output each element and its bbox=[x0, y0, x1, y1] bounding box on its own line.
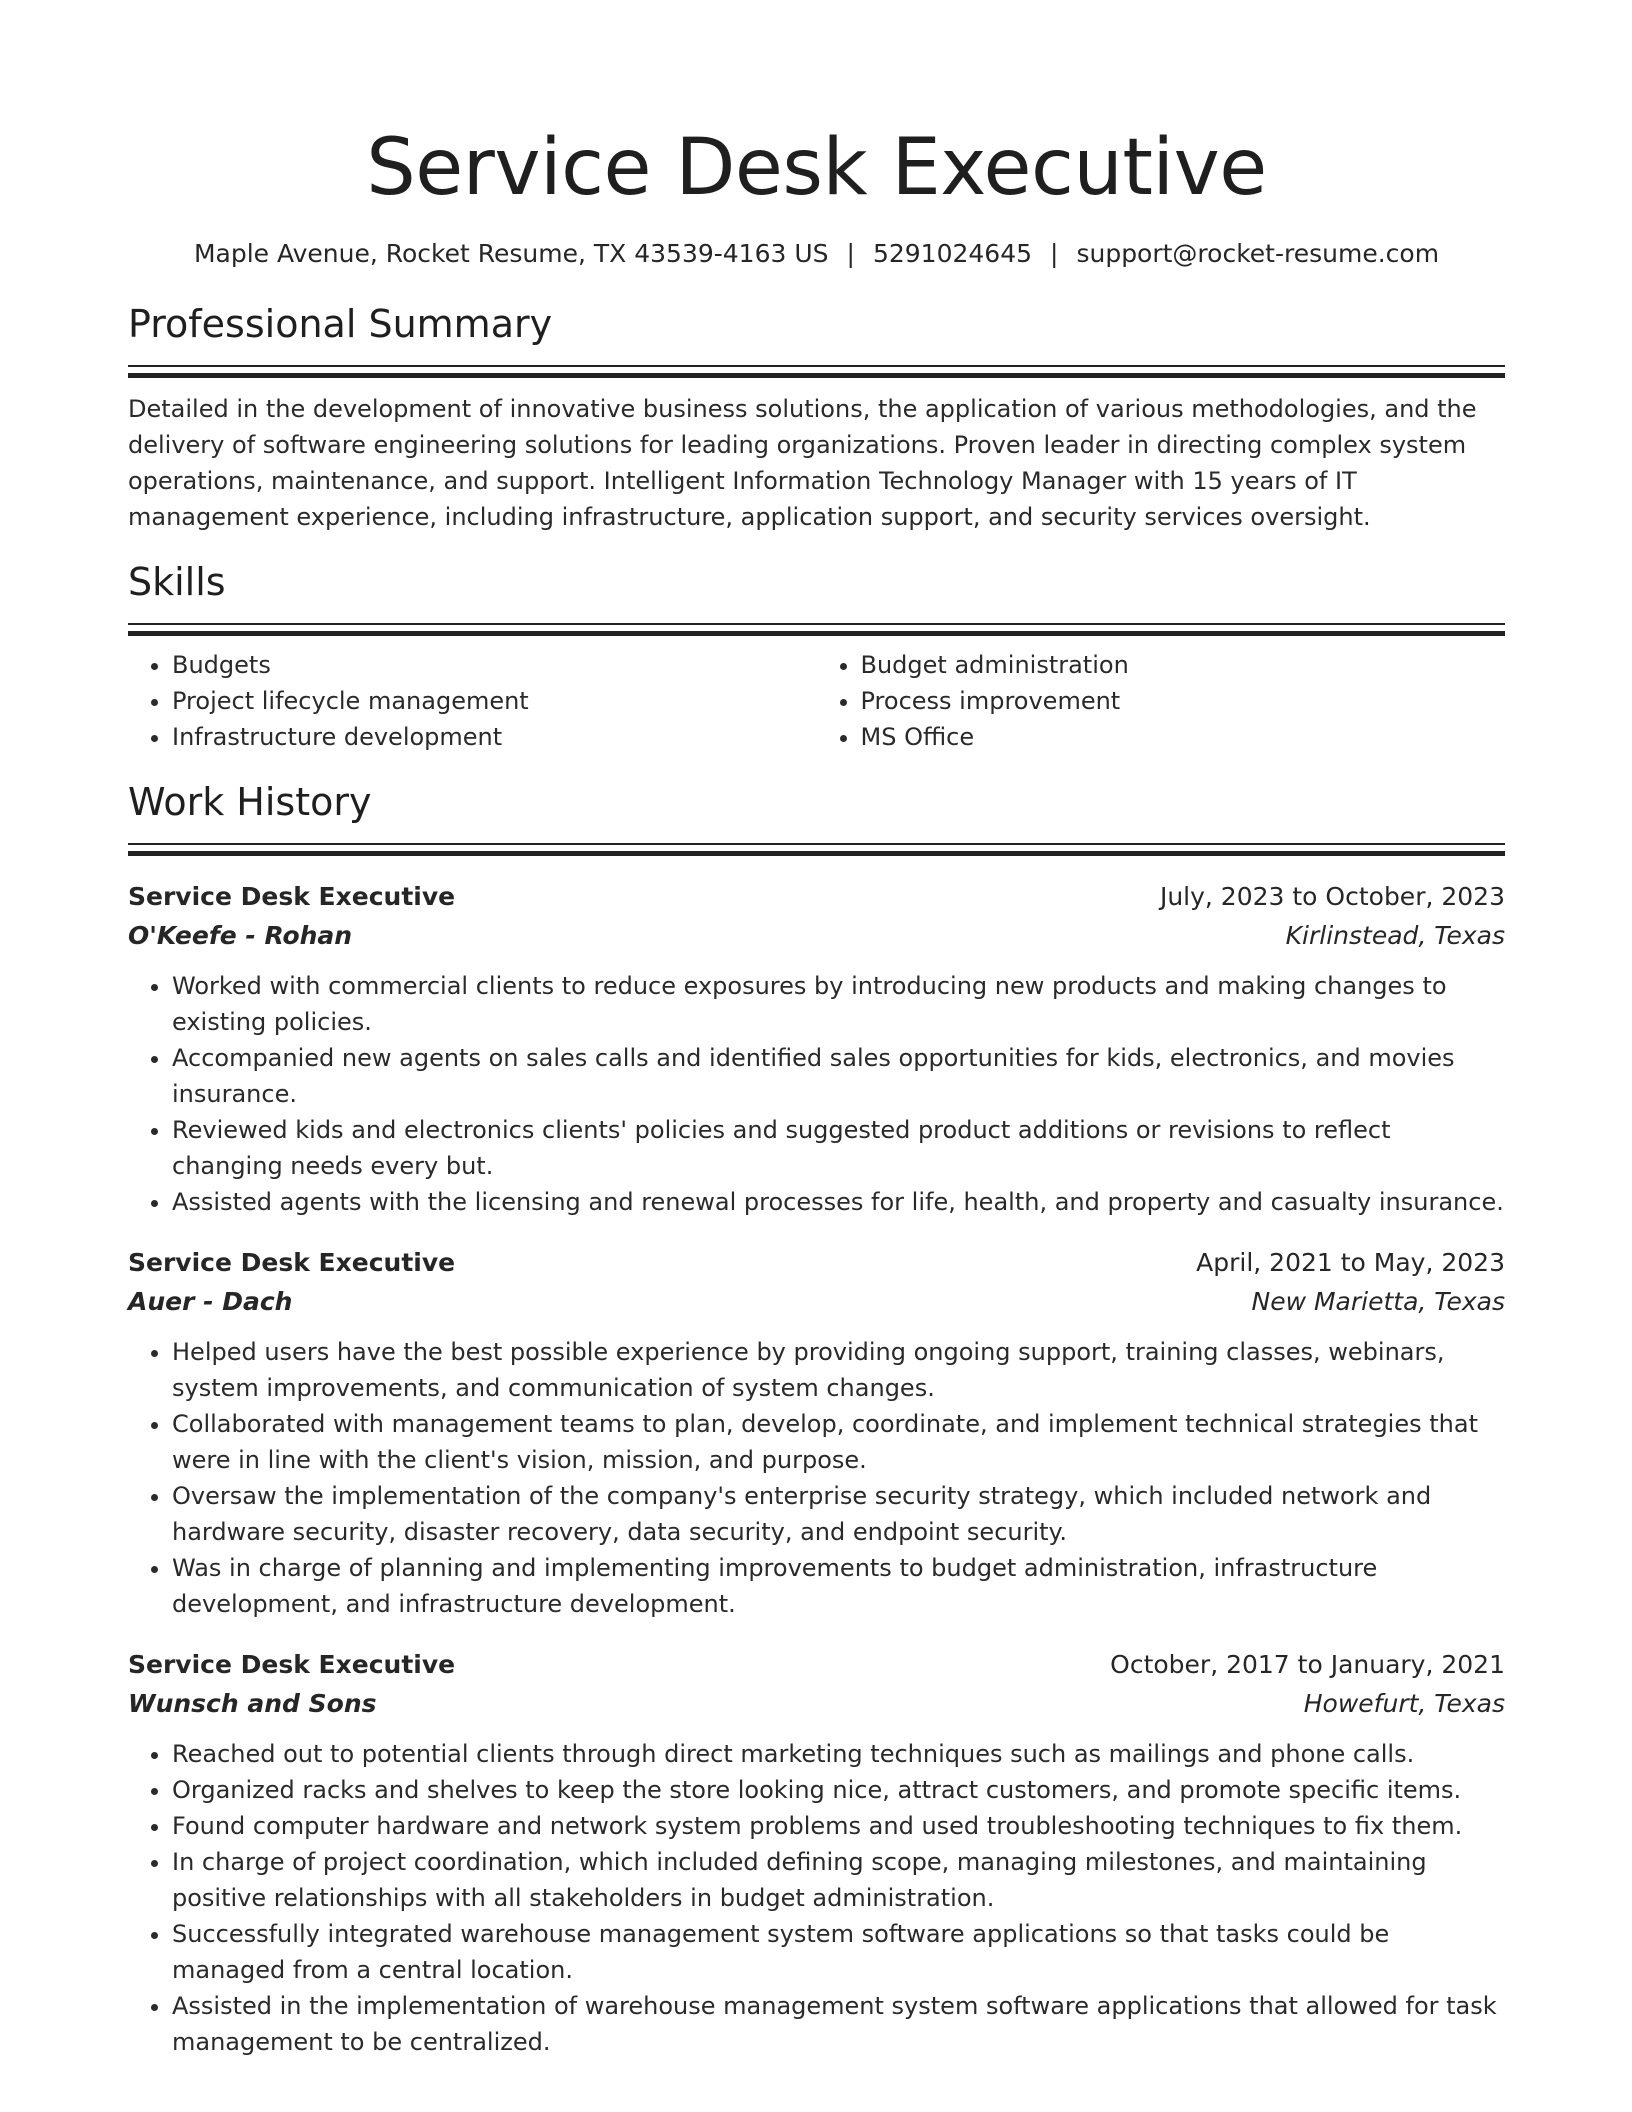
section-title-skills: Skills bbox=[128, 560, 226, 604]
summary-section bbox=[128, 300, 1505, 535]
skill-item: • Budgets bbox=[172, 647, 817, 683]
resume-name: Service Desk Executive bbox=[366, 123, 1267, 213]
job-bullet: • Assisted agents with the licensing and renewal processes for life, health, and property and casualty insurance. bbox=[172, 1184, 1505, 1220]
skill-item: • MS Office bbox=[861, 719, 1506, 755]
job-company: Wunsch and Sons bbox=[128, 1689, 377, 1718]
job-title: Service Desk Executive bbox=[128, 882, 456, 911]
contact-separator: | bbox=[846, 239, 855, 268]
skill-item: • Project lifecycle management bbox=[172, 683, 817, 719]
contact-address: Maple Avenue, Rocket Resume, TX 43539-4163 US bbox=[193, 239, 829, 268]
summary-text: Detailed in the development of innovative business solutions, the application of various methodologies, and the delivery of software engineering solutions for leading organizations. Proven leader in directing complex system operations, maintenance, and support. Intelligent Information Technology Manager with 15 years of IT management experience, including infrastructure, application support, and security services oversight. bbox=[128, 395, 1477, 531]
job-header bbox=[128, 878, 1505, 916]
job-bullet: • Reached out to potential clients through direct marketing techniques such as mailings and phone calls. bbox=[172, 1736, 1505, 1772]
section-title-work-history: Work History bbox=[128, 780, 372, 824]
job-location: New Marietta, Texas bbox=[1251, 1287, 1505, 1316]
job-bullets bbox=[128, 1736, 1505, 2060]
job-dates: April, 2021 to May, 2023 bbox=[1196, 1248, 1505, 1277]
job-subheader bbox=[128, 916, 1505, 956]
job-location: Kirlinstead, Texas bbox=[1285, 921, 1505, 950]
skill-item: • Budget administration bbox=[861, 647, 1506, 683]
job-bullet: • Reviewed kids and electronics clients' policies and suggested product additions or revisions to reflect changing needs every but. bbox=[172, 1112, 1505, 1184]
job-bullet: • Successfully integrated warehouse management system software applications so that tasks could be managed from a central location. bbox=[172, 1916, 1505, 1988]
contact-line bbox=[128, 234, 1505, 274]
work-history-section bbox=[128, 778, 1505, 2060]
contact-separator: | bbox=[1050, 239, 1059, 268]
job-entry bbox=[128, 1244, 1505, 1622]
skills-column-right bbox=[817, 647, 1506, 755]
skill-item: • Infrastructure development bbox=[172, 719, 817, 755]
job-subheader bbox=[128, 1684, 1505, 1724]
job-bullet: • Organized racks and shelves to keep the store looking nice, attract customers, and promote specific items. bbox=[172, 1772, 1505, 1808]
skills-column-left bbox=[128, 647, 817, 755]
contact-phone: 5291024645 bbox=[872, 239, 1033, 268]
skills-section bbox=[128, 558, 1505, 755]
job-title: Service Desk Executive bbox=[128, 1248, 456, 1277]
job-bullets bbox=[128, 1334, 1505, 1622]
skill-item: • Process improvement bbox=[861, 683, 1506, 719]
section-title-summary: Professional Summary bbox=[128, 302, 553, 346]
job-header bbox=[128, 1646, 1505, 1684]
job-company: Auer - Dach bbox=[128, 1287, 293, 1316]
job-title: Service Desk Executive bbox=[128, 1650, 456, 1679]
job-bullet: • In charge of project coordination, which included defining scope, managing milestones, and maintaining positive relationships with all stakeholders in budget administration. bbox=[172, 1844, 1505, 1916]
job-bullet: • Oversaw the implementation of the company's enterprise security strategy, which included network and hardware security, disaster recovery, data security, and endpoint security. bbox=[172, 1478, 1505, 1550]
job-bullet: • Accompanied new agents on sales calls and identified sales opportunities for kids, electronics, and movies insurance. bbox=[172, 1040, 1505, 1112]
job-bullet: • Assisted in the implementation of warehouse management system software applications that allowed for task management to be centralized. bbox=[172, 1988, 1505, 2060]
job-bullet: • Was in charge of planning and implementing improvements to budget administration, infrastructure development, and infrastructure development. bbox=[172, 1550, 1505, 1622]
section-divider bbox=[128, 623, 1505, 636]
job-entry bbox=[128, 878, 1505, 1220]
skills-list bbox=[128, 647, 1505, 755]
section-divider bbox=[128, 843, 1505, 856]
job-bullet: • Collaborated with management teams to plan, develop, coordinate, and implement technical strategies that were in line with the client's vision, mission, and purpose. bbox=[172, 1406, 1505, 1478]
job-entry bbox=[128, 1646, 1505, 2060]
job-subheader bbox=[128, 1282, 1505, 1322]
job-dates: October, 2017 to January, 2021 bbox=[1110, 1650, 1505, 1679]
job-bullet: • Helped users have the best possible experience by providing ongoing support, training classes, webinars, system improvements, and communication of system changes. bbox=[172, 1334, 1505, 1406]
job-dates: July, 2023 to October, 2023 bbox=[1159, 882, 1505, 911]
contact-email: support@rocket-resume.com bbox=[1076, 239, 1440, 268]
job-bullet: • Worked with commercial clients to reduce exposures by introducing new products and making changes to existing policies. bbox=[172, 968, 1505, 1040]
job-bullet: • Found computer hardware and network system problems and used troubleshooting techniques to fix them. bbox=[172, 1808, 1505, 1844]
section-divider bbox=[128, 365, 1505, 378]
job-location: Howefurt, Texas bbox=[1303, 1689, 1505, 1718]
job-header bbox=[128, 1244, 1505, 1282]
job-company: O'Keefe - Rohan bbox=[128, 921, 353, 950]
job-bullets bbox=[128, 968, 1505, 1220]
